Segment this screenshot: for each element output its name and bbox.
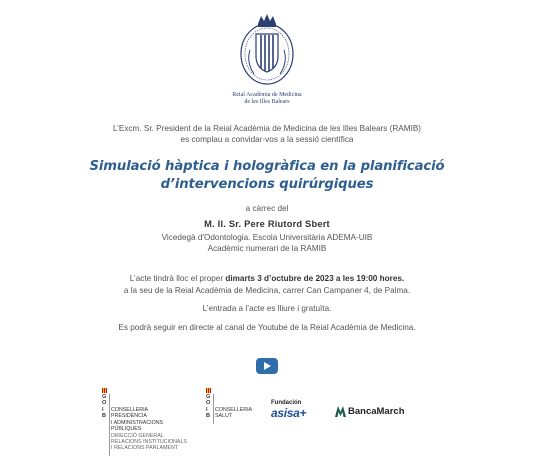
gov-line: SALUT [215,413,233,420]
by-label: a càrrec del [245,204,289,213]
gov-sub-line: I RELACIONS PARLAMENT [111,445,179,452]
goib-letter: O [102,400,107,407]
stream-note: Es podrà seguir en directe al canal de Youtube de la Reial Acadèmia de Medicina. [118,323,416,332]
event-place: a la seu de la Reial Acadèmia de Medicina, carrer Can Campaner 4, de Palma. [123,286,411,295]
speaker-role-1: Vicedegà d'Odontologia. Escola Universitària ADEMA-UIB [161,233,373,242]
gov-line: PRESIDÈNCIA [111,413,147,420]
goib-letters [102,394,108,420]
speaker-role-2: Acadèmic numerari de la RAMIB [207,244,327,253]
goib-letter: I [102,406,104,413]
event-date-line [0,274,534,285]
gov-line: PÚBLIQUES [111,426,142,433]
academy-caption-line: de les Illes Balears [244,99,290,105]
asisa-foundation-label: Fundación [271,400,302,406]
invite-line-2: es complau a convidar-vos a la sessió científica [180,135,354,144]
banca-march-name: BancaMarch [348,406,405,417]
divider [109,394,110,456]
gov-line: CONSELLERIA [111,407,149,413]
gov-sub-line: RELACIONS INSTITUCIONALS [111,439,187,446]
asisa-name: asisa+ [271,406,307,420]
govern-salut-text [215,407,252,420]
academy-crest-icon [236,10,298,90]
youtube-play-icon[interactable] [256,358,278,374]
banca-march-mark-icon [335,406,346,417]
govern-presidencia-text [111,407,187,452]
fundacion-asisa-logo [271,400,306,419]
event-date: dimarts 3 d’octubre de 2023 a les 19:00 hores. [225,274,405,283]
gov-line: I ADMINISTRACIONS [111,419,164,426]
goib-letter: O [206,400,211,407]
govern-flag-icon [206,388,211,393]
entry-note: L’entrada a l’acte es lliure i gratuïta. [202,304,332,313]
academy-caption-line: Reial Acadèmia de Medicina [232,92,302,98]
goib-letter: B [206,413,210,420]
goib-letter: I [206,406,208,413]
invite-line-1: L’Excm. Sr. President de la Reial Acadèmia de Medicina de les Illes Balears (RAMIB) [112,124,422,133]
govern-flag-icon [102,388,107,393]
academy-caption [0,92,534,106]
event-intro: L’acte tindrà lloc el proper [129,274,226,283]
gov-sub-line: DIRECCIÓ GENERAL [111,432,164,439]
speaker-name: M. Il. Sr. Pere Riutord Sbert [204,219,330,229]
goib-letter: G [102,394,107,400]
session-title-line-2: d’intervencions quirúrgiques [160,177,374,192]
session-title-line-1: Simulació hàptica i hologràfica en la planificació [89,159,445,174]
goib-letter: G [206,394,211,400]
gov-line: CONSELLERIA [215,407,253,413]
banca-march-logo [335,406,405,417]
goib-letters [206,394,212,420]
goib-letter: B [102,413,106,420]
divider [213,394,214,424]
